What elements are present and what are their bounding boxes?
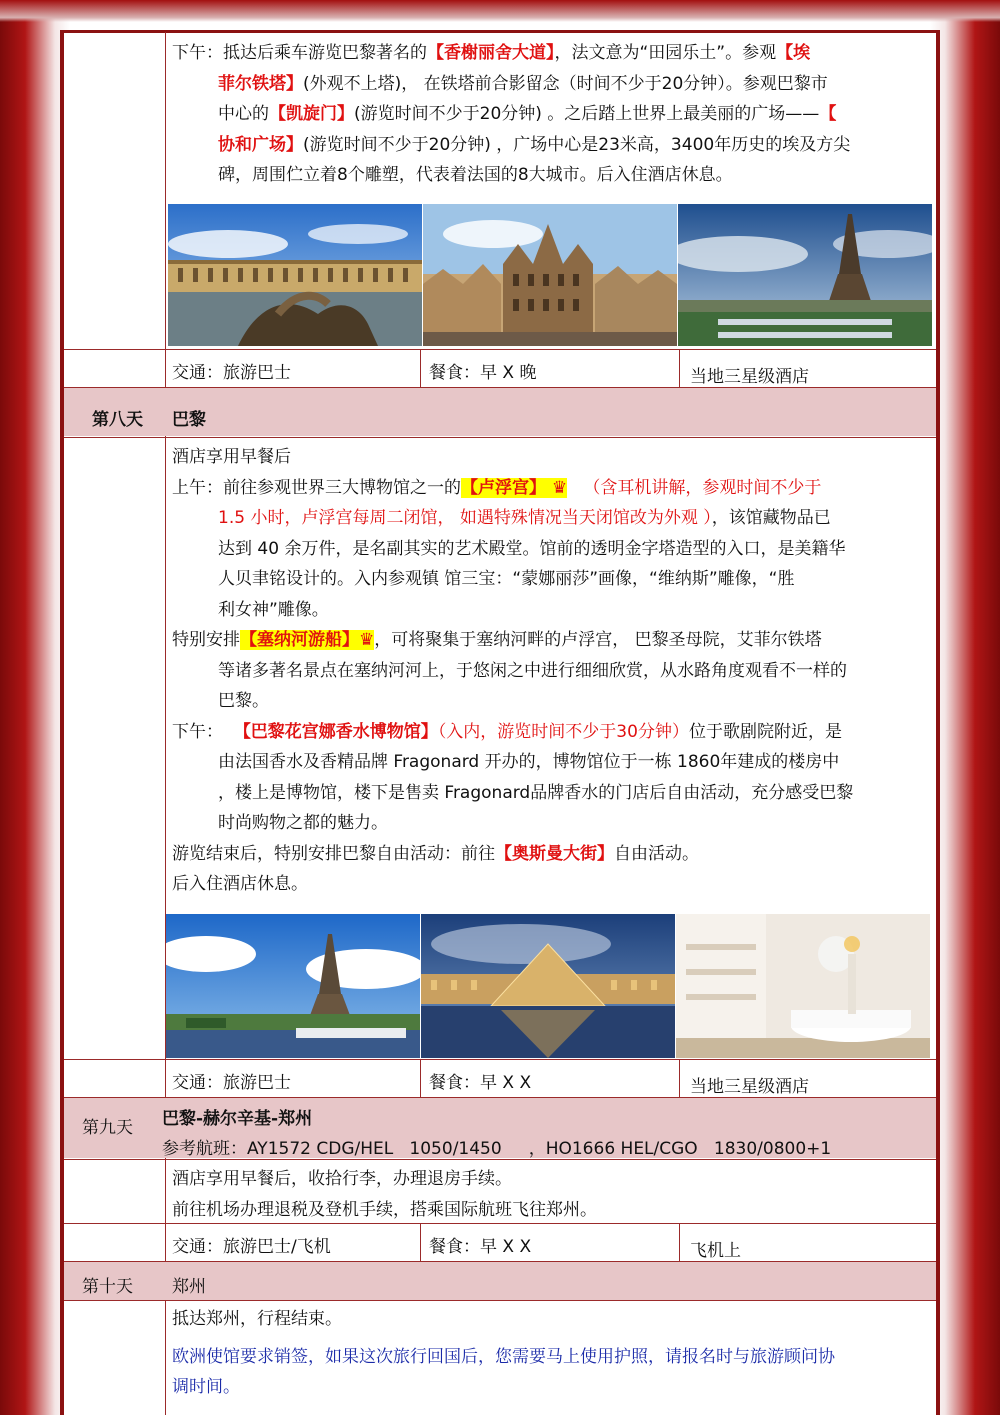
text: 上午：前往参观世界三大博物馆之一的 <box>172 477 461 498</box>
row-divider <box>64 1223 936 1224</box>
day7-meals: 餐食：早 X 晚 <box>429 363 537 383</box>
day9-text <box>172 1164 934 1225</box>
text: 下午： <box>172 721 223 742</box>
top-border-band <box>0 0 1000 22</box>
attraction-champs-elysees: 【香榭丽舍大道】 <box>427 43 555 63</box>
photo-versailles <box>168 204 422 346</box>
text: 中心的 <box>218 104 269 124</box>
photo-eiffel-seine <box>166 914 420 1058</box>
attraction-louvre: 【卢浮宫】 ♛ <box>461 477 568 498</box>
attraction-seine-cruise: 【塞纳河游船】♛ <box>240 630 375 650</box>
text: ，可将聚集于塞纳河畔的卢浮宫， 巴黎圣母院，艾菲尔铁塔 <box>374 630 822 650</box>
text: 巴黎。 <box>218 691 269 711</box>
row-divider <box>64 1300 936 1301</box>
louvre-note-cont: 1.5 小时，卢浮宫每周二闭馆， 如遇特殊情况当天闭馆改为外观 ） <box>218 508 712 528</box>
day7-afternoon-text <box>172 38 932 191</box>
text: 时尚购物之都的魅力。 <box>218 813 388 833</box>
text: 抵达郑州，行程结束。 <box>172 1309 342 1329</box>
text: ，该馆藏物品已 <box>711 508 831 528</box>
day10-label: 第十天 <box>82 1277 133 1297</box>
text: 特别安排 <box>172 630 240 650</box>
text: 人贝聿铭设计的。入内参观镇 馆三宝：“蒙娜丽莎”画像，“维纳斯”雕像，“胜 <box>218 569 795 589</box>
attraction-eiffel: 菲尔铁塔】 <box>218 73 303 94</box>
text: 游览结束后，特别安排巴黎自由活动：前往 <box>172 843 495 864</box>
text: 达到 40 余万件，是名副其实的艺术殿堂。馆前的透明金字塔造型的入口，是美籍华 <box>218 538 846 559</box>
day10-title: 郑州 <box>172 1277 206 1297</box>
day8-meals: 餐食：早 X X <box>429 1073 532 1093</box>
day7-transport: 交通：旅游巴士 <box>172 363 291 383</box>
text: 利女神”雕像。 <box>218 599 329 620</box>
photo-louvre-pyramid <box>421 914 675 1058</box>
attraction-concorde: 协和广场】 <box>218 134 303 155</box>
louvre-note: （含耳机讲解，参观时间不少于 <box>583 477 822 498</box>
cell-divider <box>420 1223 421 1261</box>
visa-notice-cont: 调时间。 <box>172 1377 240 1397</box>
text: ，法文意为“田园乐土”。参观 <box>554 43 777 63</box>
day9-meals: 餐食：早 X X <box>429 1237 532 1257</box>
attraction-arc-de-triomphe: 【凯旋门】 <box>269 104 354 124</box>
column-divider <box>165 32 166 1415</box>
day9-flight: 参考航班：AY1572 CDG/HEL 1050/1450 ，HO1666 HEL/CGO 1830/0800+1 <box>162 1139 832 1159</box>
text: 前往机场办理退税及登机手续，搭乘国际航班飞往郑州。 <box>172 1199 597 1220</box>
row-divider <box>64 1059 936 1060</box>
day9-hotel: 飞机上 <box>690 1241 741 1261</box>
day8-label: 第八天 <box>92 410 143 430</box>
photo-fragonard-museum <box>676 914 930 1058</box>
breakfast-text: 酒店享用早餐后 <box>172 447 291 467</box>
cell-divider <box>679 1060 680 1098</box>
text: 碑，周围伫立着8个雕塑，代表着法国的8大城市。后入住酒店休息。 <box>218 165 733 185</box>
cell-divider <box>679 1223 680 1261</box>
day7-hotel: 当地三星级酒店 <box>690 367 809 387</box>
cell-divider <box>679 350 680 388</box>
row-divider <box>64 349 936 350</box>
photo-eiffel-trocadero <box>678 204 932 346</box>
text: 位于歌剧院附近，是 <box>688 721 842 742</box>
attraction-fragonard: 【巴黎花宫娜香水博物馆】 <box>233 721 438 742</box>
fragonard-note: （入内，游览时间不少于30分钟） <box>437 721 689 742</box>
text: 下午：抵达后乘车游览巴黎著名的 <box>172 43 427 63</box>
text: (游览时间不少于20分钟) ，广场中心是23米高，3400年历史的埃及方尖 <box>303 134 851 155</box>
cell-divider <box>420 350 421 388</box>
cell-divider <box>420 1060 421 1098</box>
day9-label: 第九天 <box>82 1118 133 1138</box>
visa-notice: 欧洲使馆要求销签，如果这次旅行回国后，您需要马上使用护照，请报名时与旅游顾问协 <box>172 1346 835 1367</box>
row-divider <box>64 1159 936 1160</box>
attraction-concorde-start: 【 <box>819 104 837 124</box>
text: (外观不上塔)， 在铁塔前合影留念（时间不少于20分钟）。参观巴黎市 <box>303 73 828 94</box>
text: 后入住酒店休息。 <box>172 874 308 894</box>
day9-title: 巴黎-赫尔辛基-郑州 <box>162 1109 313 1129</box>
day8-title: 巴黎 <box>172 410 206 430</box>
text: (游览时间不少于20分钟) 。之后踏上世界上最美丽的广场—— <box>354 104 820 124</box>
text: 由法国香水及香精品牌 Fragonard 开办的，博物馆位于一栋 1860年建成的楼房中 <box>218 752 840 772</box>
day10-text <box>172 1304 934 1403</box>
attraction-eiffel-start: 【埃 <box>776 43 811 63</box>
text: 酒店享用早餐后，收拾行李，办理退房手续。 <box>172 1169 512 1189</box>
day8-transport: 交通：旅游巴士 <box>172 1073 291 1093</box>
photo-grand-place <box>423 204 677 346</box>
text: 等诸多著名景点在塞纳河河上，于悠闲之中进行细细欣赏，从水路角度观看不一样的 <box>218 660 847 681</box>
attraction-haussmann: 【奥斯曼大街】 <box>495 843 614 864</box>
day9-transport: 交通：旅游巴士/飞机 <box>172 1237 331 1257</box>
row-divider <box>64 437 936 438</box>
text: ，楼上是博物馆，楼下是售卖 Fragonard品牌香水的门店后自由活动，充分感受巴黎 <box>218 782 854 803</box>
text: 自由活动。 <box>614 843 699 864</box>
day8-hotel: 当地三星级酒店 <box>690 1077 809 1097</box>
day8-text <box>172 442 934 900</box>
